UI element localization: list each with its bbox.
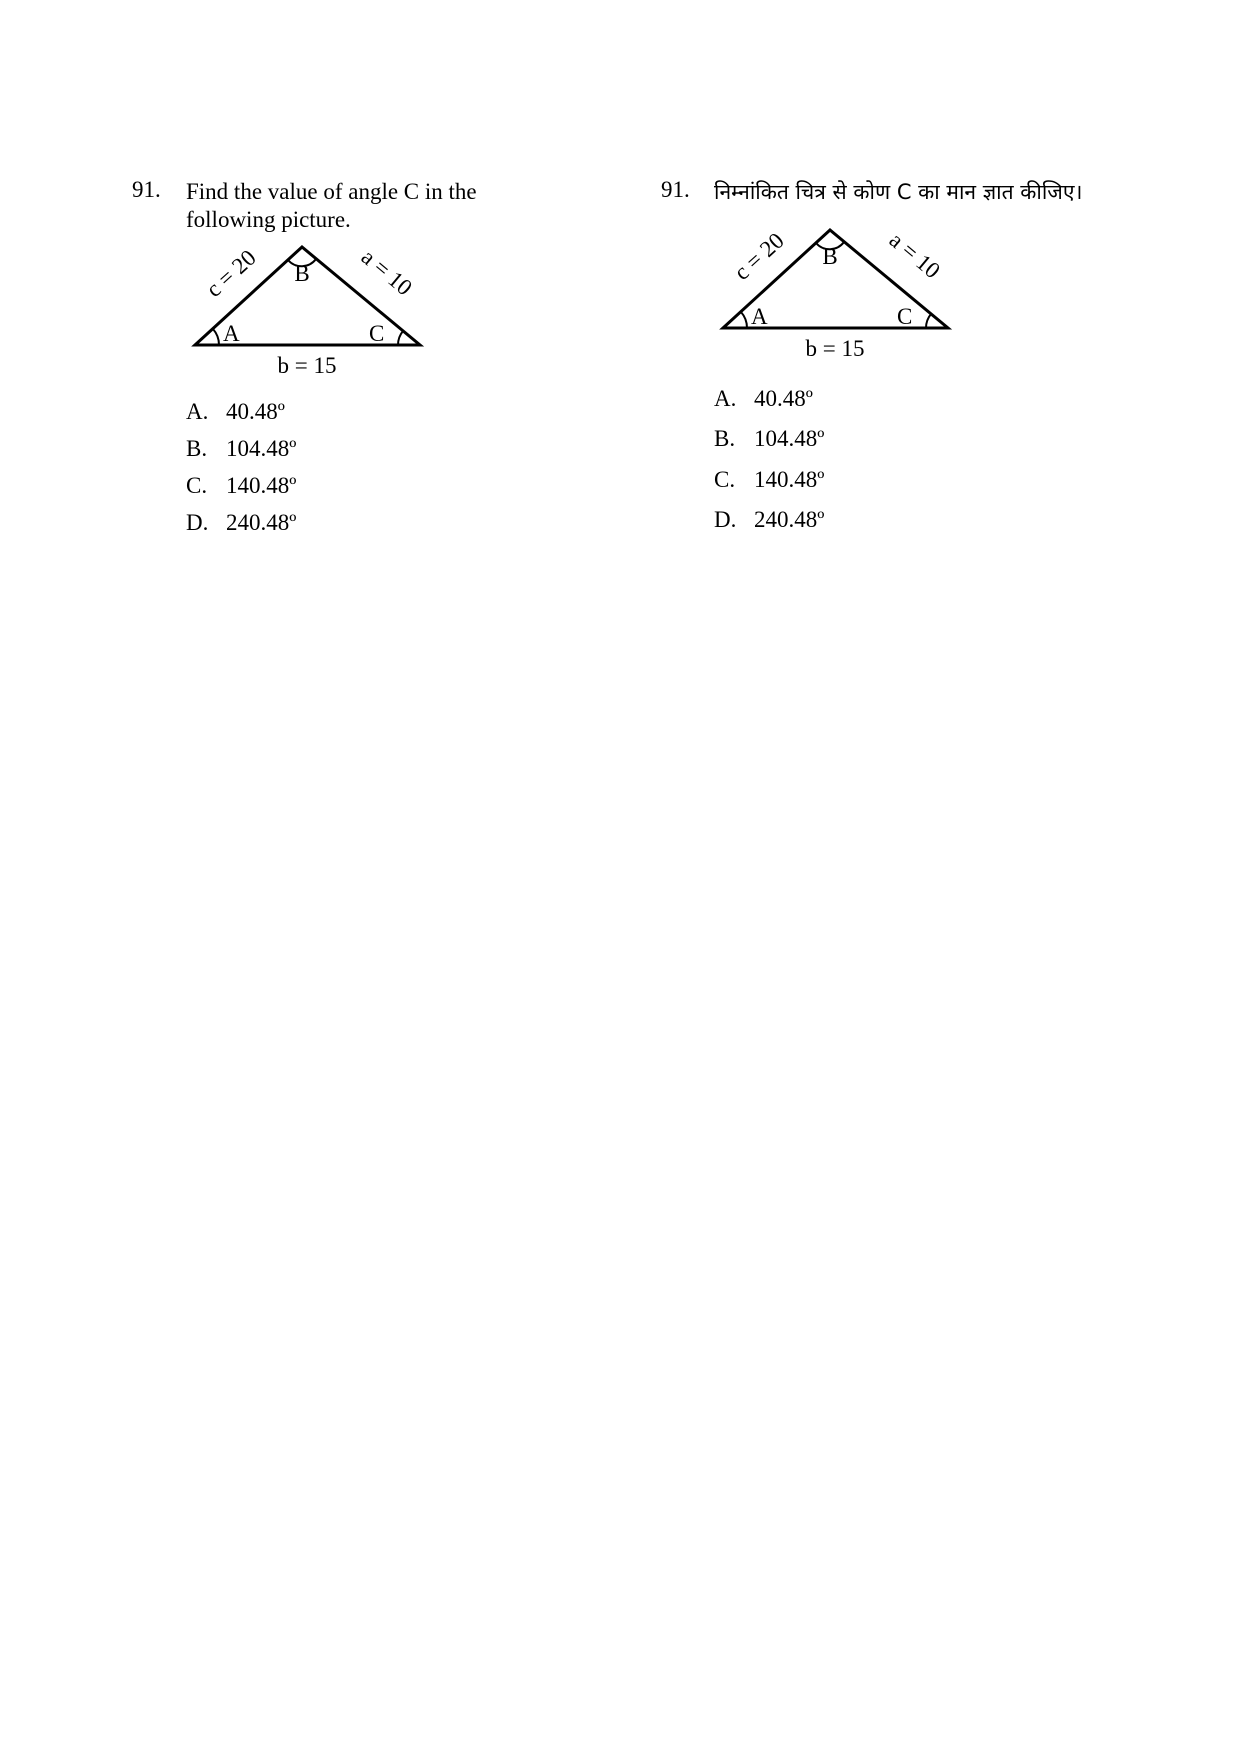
- side-label-c: c = 20: [201, 244, 261, 303]
- side-label-b: b = 15: [277, 353, 337, 378]
- side-label-a: a = 10: [356, 244, 417, 301]
- option-text: 104.48º: [226, 436, 297, 461]
- option-b[interactable]: [186, 435, 296, 463]
- option-text: 40.48º: [226, 399, 285, 424]
- question-english: [0, 0, 560, 700]
- angle-arc-c: [926, 314, 931, 328]
- option-letter: D.: [186, 510, 209, 535]
- triangle-figure: [180, 235, 440, 385]
- option-letter: C.: [714, 467, 736, 492]
- option-letter: A.: [714, 386, 737, 411]
- option-letter: C.: [186, 473, 208, 498]
- vertex-label-a: A: [223, 321, 240, 346]
- question-text: Find the value of angle C in the following picture.: [186, 179, 477, 232]
- angle-arc-a: [213, 329, 219, 345]
- option-text: 240.48º: [226, 510, 297, 535]
- option-d[interactable]: [714, 506, 824, 534]
- option-letter: A.: [186, 399, 209, 424]
- option-text: 140.48º: [754, 467, 825, 492]
- option-a[interactable]: [714, 385, 813, 413]
- option-text: 104.48º: [754, 426, 825, 451]
- side-label-b: b = 15: [805, 336, 865, 361]
- option-c[interactable]: [714, 466, 824, 494]
- option-letter: B.: [186, 436, 208, 461]
- option-a[interactable]: [186, 398, 285, 426]
- side-label-a: a = 10: [884, 227, 945, 284]
- option-text: 40.48º: [754, 386, 813, 411]
- vertex-label-b: B: [822, 244, 838, 269]
- option-letter: B.: [714, 426, 736, 451]
- triangle-figure: [708, 218, 968, 368]
- vertex-label-a: A: [751, 304, 768, 329]
- vertex-label-c: C: [897, 304, 913, 329]
- option-b[interactable]: [714, 425, 824, 453]
- vertex-label-b: B: [294, 261, 310, 286]
- question-number: 91.: [132, 177, 161, 202]
- question-hindi: [600, 0, 1160, 700]
- angle-arc-c: [398, 331, 403, 345]
- vertex-label-c: C: [369, 321, 385, 346]
- option-text: 240.48º: [754, 507, 825, 532]
- option-text: 140.48º: [226, 473, 297, 498]
- option-d[interactable]: [186, 509, 296, 537]
- side-label-c: c = 20: [729, 227, 789, 286]
- angle-arc-a: [741, 312, 747, 328]
- question-text: निम्नांकित चित्र से कोण C का मान ज्ञात कीजिए।: [714, 180, 1083, 204]
- option-c[interactable]: [186, 472, 296, 500]
- option-letter: D.: [714, 507, 737, 532]
- question-number: 91.: [661, 177, 690, 202]
